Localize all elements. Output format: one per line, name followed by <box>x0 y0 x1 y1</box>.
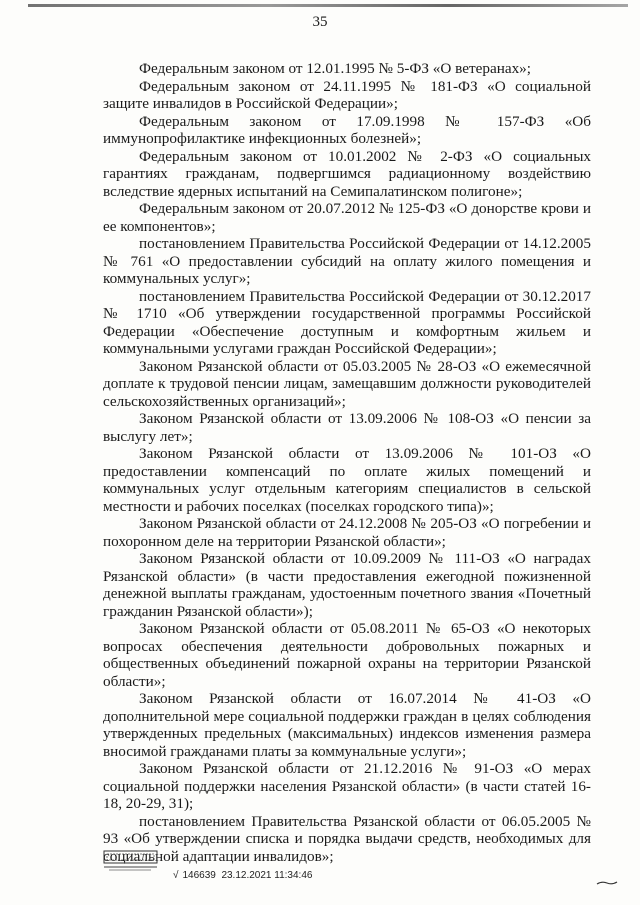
scan-top-edge <box>28 4 628 7</box>
paragraph: постановлением Правительства Российской Федерации от 14.12.2005 № 761 «О предоставлении субсидий на оплату жилого помещения и коммунальных услуг»; <box>103 235 591 287</box>
check-mark: √ <box>173 870 179 881</box>
scan-mark-icon <box>596 880 618 886</box>
paragraph: Законом Рязанской области от 13.09.2006 № 101-ОЗ «О предоставлении компенсаций по оплате жилых помещений и коммунальных услуг отдельным категориям специалистов в сельской местности и рабочих поселках (поселках городского типа)»; <box>103 445 591 515</box>
paragraph: Законом Рязанской области от 24.12.2008 № 205-ОЗ «О погребении и похоронном деле на территории Рязанской области»; <box>103 515 591 550</box>
paragraph: Законом Рязанской области от 16.07.2014 № 41-ОЗ «О дополнительной мере социальной поддержки граждан в целях соблюдения утвержденных предельных (максимальных) индексов изменения размера вносимой гражданами платы за коммунальные услуги»; <box>103 690 591 760</box>
paragraph: Законом Рязанской области от 10.09.2009 № 111-ОЗ «О наградах Рязанской области» (в части предоставления ежегодной пожизненной денежной выплаты гражданам, удостоенным почетного звания «Почетный гражданин Рязанской области»); <box>103 550 591 620</box>
electronic-signature-stamp-icon <box>103 850 158 872</box>
signature-timestamp: 23.12.2021 11:34:46 <box>221 870 313 881</box>
paragraph: Законом Рязанской области от 13.09.2006 № 108-ОЗ «О пенсии за выслугу лет»; <box>103 410 591 445</box>
paragraph: Законом Рязанской области от 05.08.2011 № 65-ОЗ «О некоторых вопросах обеспечения деятельности добровольных пожарных и общественных объединений пожарной охраны на территории Рязанской области»; <box>103 620 591 690</box>
paragraph: Федеральным законом от 17.09.1998 № 157-ФЗ «Об иммунопрофилактике инфекционных болезней»; <box>103 112 591 147</box>
paragraph: Федеральным законом от 12.01.1995 № 5-ФЗ «О ветеранах»; <box>139 60 531 77</box>
signature-id: 146639 <box>182 870 216 881</box>
signature-line <box>173 870 312 881</box>
paragraph: Законом Рязанской области от 21.12.2016 № 91-ОЗ «О мерах социальной поддержки населения Рязанской области» (в части статей 16-18, 20-29, 31); <box>103 760 591 812</box>
page-number: 35 <box>312 14 328 30</box>
paragraph: постановлением Правительства Рязанской области от 06.05.2005 № 93 «Об утверждении списка и порядка выдачи средств, необходимых для социальной адаптации инвалидов»; <box>103 812 591 865</box>
paragraph: Федеральным законом от 20.07.2012 № 125-ФЗ «О донорстве крови и ее компонентов»; <box>103 200 591 235</box>
paragraph: постановлением Правительства Российской Федерации от 30.12.2017 № 1710 «Об утверждении государственной программы Российской Федерации «Обеспечение доступным и комфортным жильем и коммунальными услугами граждан Российской Федерации»; <box>103 287 591 357</box>
paragraph: Законом Рязанской области от 05.03.2005 № 28-ОЗ «О ежемесячной доплате к трудовой пенсии лицам, замещавшим должности руководителей сельскохозяйственных организаций»; <box>103 357 591 410</box>
paragraph: Федеральным законом от 24.11.1995 № 181-ФЗ «О социальной защите инвалидов в Российской Федерации»; <box>103 77 591 112</box>
document-body <box>103 60 591 865</box>
paragraph: Федеральным законом от 10.01.2002 № 2-ФЗ «О социальных гарантиях гражданам, подвергшимся радиационному воздействию вследствие ядерных испытаний на Семипалатинском полигоне»; <box>103 147 591 200</box>
